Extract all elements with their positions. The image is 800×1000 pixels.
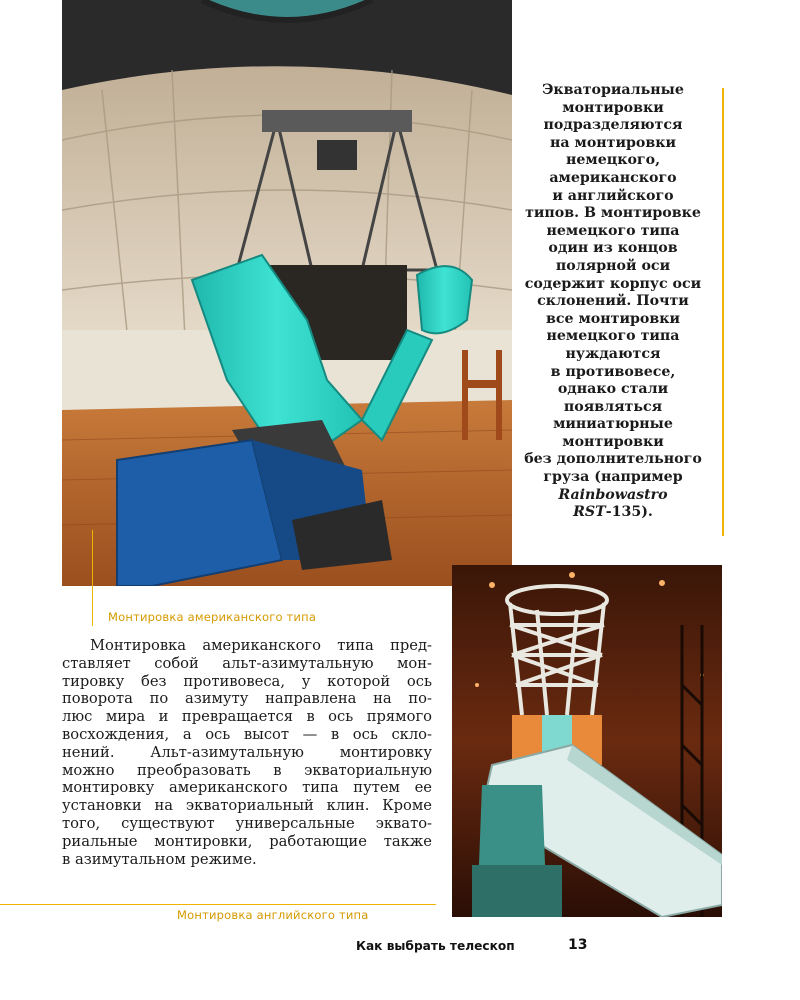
sidebar-italic-model: RST bbox=[573, 504, 606, 521]
sidebar-line: миниатюрные bbox=[553, 416, 673, 433]
body-line: монтировку американского типа путем ее bbox=[62, 779, 432, 797]
sidebar-line: немецкого, bbox=[565, 152, 661, 169]
sidebar-line: немецкого типа bbox=[546, 328, 680, 345]
body-line: люс мира и превращается в ось прямого bbox=[62, 708, 432, 726]
sidebar-text bbox=[513, 82, 713, 522]
sidebar-line: полярной оси bbox=[555, 257, 671, 274]
sidebar-accent-rule bbox=[722, 88, 724, 536]
body-line: Монтировка американского типа пред- bbox=[90, 637, 432, 654]
photo-english-mount bbox=[452, 565, 722, 917]
caption-rule-american bbox=[92, 530, 93, 626]
body-line: того, существуют универсальные эквато- bbox=[62, 814, 432, 832]
body-paragraph bbox=[62, 637, 432, 868]
sidebar-line: американского bbox=[549, 169, 677, 186]
sidebar-line: типов. В монтировке bbox=[525, 205, 701, 222]
running-footer-title: Как выбрать телескоп bbox=[356, 939, 515, 953]
sidebar-line: Экваториальные bbox=[542, 82, 684, 98]
sidebar-line: на монтировки bbox=[549, 134, 676, 151]
sidebar-line: все монтировки bbox=[546, 310, 680, 327]
caption-rule-english bbox=[0, 904, 436, 905]
sidebar-line: склонений. Почти bbox=[537, 293, 689, 310]
sidebar-line: и английского bbox=[552, 187, 674, 204]
sidebar-line bbox=[513, 504, 713, 522]
body-line: ставляет собой альт-азимутальную мон- bbox=[62, 654, 432, 672]
sidebar-model-suffix: -135). bbox=[605, 504, 653, 521]
sidebar-line: появляться bbox=[563, 398, 663, 415]
sidebar-italic-brand: Rainbowastro bbox=[558, 486, 668, 503]
sidebar-line: нуждаются bbox=[565, 345, 661, 362]
body-line: восхождения, а ось высот — в ось скло- bbox=[62, 725, 432, 743]
caption-american-mount: Монтировка американского типа bbox=[108, 610, 317, 624]
page-number: 13 bbox=[568, 937, 588, 953]
sidebar-line: монтировки bbox=[562, 433, 664, 450]
sidebar-line: без дополнительного bbox=[524, 451, 702, 468]
body-line: риальные монтировки, работающие также bbox=[62, 832, 432, 850]
body-line: можно преобразовать в экваториальную bbox=[62, 761, 432, 779]
sidebar-line: груза (например bbox=[543, 469, 683, 486]
sidebar-line: содержит корпус оси bbox=[524, 275, 702, 292]
body-line: установки на экваториальный клин. Кроме bbox=[62, 797, 432, 815]
sidebar-line: однако стали bbox=[557, 381, 669, 398]
caption-english-mount: Монтировка английского типа bbox=[177, 908, 369, 922]
body-line: поворота по азимуту направлена на по- bbox=[62, 690, 432, 708]
sidebar-line: в противовесе, bbox=[550, 363, 676, 380]
sidebar-line: монтировки bbox=[562, 99, 664, 116]
sidebar-line bbox=[513, 487, 713, 505]
sidebar-line: немецкого типа bbox=[546, 222, 680, 239]
body-line: в азимутальном режиме. bbox=[62, 850, 257, 868]
body-line: нений. Альт-азимутальную монтировку bbox=[62, 743, 432, 761]
body-line: тировку без противовеса, у которой ось bbox=[62, 672, 432, 690]
sidebar-line: один из концов bbox=[548, 240, 678, 257]
photo-american-mount bbox=[62, 0, 512, 586]
sidebar-line: подразделяются bbox=[543, 117, 683, 134]
